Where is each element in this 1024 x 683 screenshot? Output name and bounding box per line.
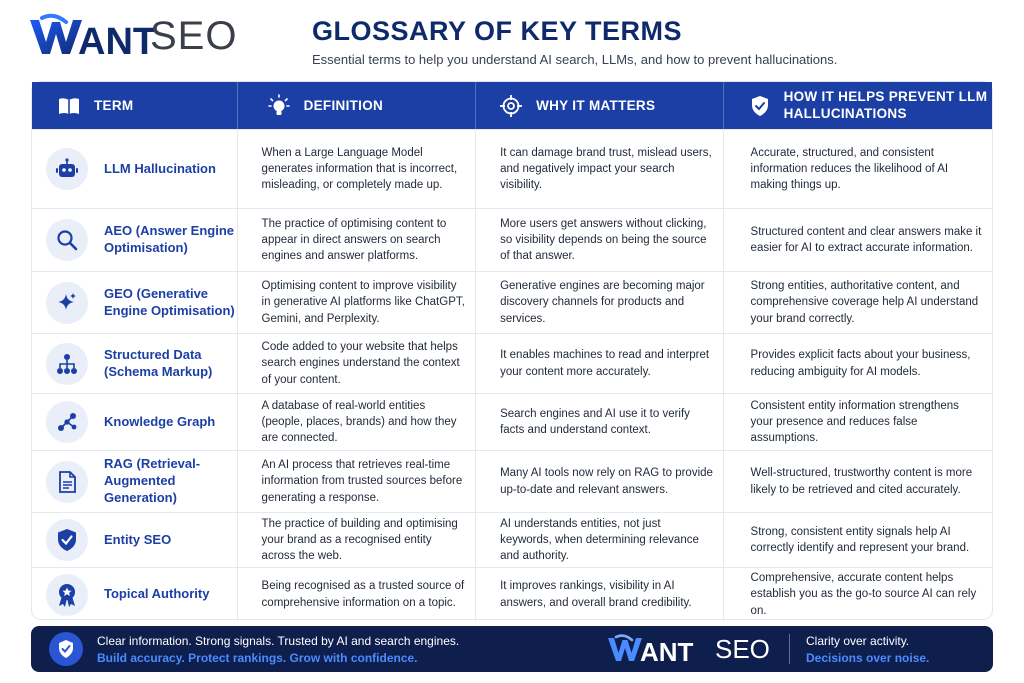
how-cell: Strong entities, authoritative content, and comprehensive coverage help AI understand your brand correctly.: [750, 280, 979, 325]
award-ribbon-icon: [46, 574, 88, 616]
svg-text:ANT: ANT: [640, 637, 694, 667]
term-cell: [32, 130, 238, 208]
column-label: TERM: [94, 98, 134, 113]
term-cell: [32, 334, 238, 393]
table-header: [32, 82, 992, 129]
term-name: Topical Authority: [104, 586, 210, 602]
how-cell: Provides explicit facts about your business, reducing ambiguity for AI models.: [750, 349, 971, 378]
how-cell: Accurate, structured, and consistent information reduces the likelihood of AI making things up.: [750, 146, 949, 192]
footer-statement: Clear information. Strong signals. Trusted by AI and search engines.: [97, 634, 460, 648]
term-name: GEO (Generative Engine Optimisation): [104, 285, 235, 318]
sparkle-icon: [46, 282, 88, 324]
svg-text:ANT: ANT: [78, 21, 157, 63]
logo-suffix: SEO: [715, 634, 770, 664]
why-cell: Search engines and AI use it to verify facts and understand context.: [476, 394, 723, 450]
document-icon: [46, 461, 88, 503]
how-cell: Well-structured, trustworthy content is more likely to be retrieved and cited accurately.: [750, 467, 973, 496]
term-name: RAG (Retrieval-Augmented Generation): [104, 456, 201, 505]
brand-logo: [28, 12, 238, 63]
table-row: [32, 271, 992, 333]
table-row: [32, 512, 992, 567]
how-cell: Strong, consistent entity signals help AI correctly identify and represent your brand.: [750, 525, 970, 554]
definition-cell: When a Large Language Model generates information that is incorrect, misleading, or completely made up.: [238, 130, 477, 208]
hierarchy-icon: [46, 343, 88, 385]
column-header-definition: [238, 82, 477, 129]
table-row: [32, 333, 992, 393]
why-cell: It improves rankings, visibility in AI answers, and overall brand credibility.: [476, 568, 723, 621]
why-cell: Generative engines are becoming major discovery channels for products and services.: [476, 272, 723, 333]
table-row: [32, 393, 992, 450]
column-label: DEFINITION: [303, 98, 384, 113]
why-cell: It enables machines to read and interpret your content more accurately.: [476, 334, 723, 393]
want-logo-mark: [607, 635, 711, 667]
graph-nodes-icon: [46, 401, 88, 443]
term-cell: [32, 394, 238, 450]
logo-suffix: SEO: [150, 14, 238, 58]
term-cell: [32, 451, 238, 512]
table-row: [32, 208, 992, 271]
definition-cell: A database of real-world entities (people, places, brands) and how they are connected.: [238, 394, 477, 450]
column-label: HOW IT HELPS PREVENT LLM HALLUCINATIONS: [783, 88, 988, 121]
shield-check-icon: [49, 632, 83, 666]
definition-cell: The practice of optimising content to appear in direct answers on search engines and answer platforms.: [238, 209, 477, 271]
book-icon: [58, 95, 80, 117]
definition-cell: Optimising content to improve visibility in generative AI platforms like ChatGPT, Gemini, and Perplexity.: [238, 272, 477, 333]
term-cell: [32, 513, 238, 567]
robot-icon: [46, 148, 88, 190]
search-icon: [46, 219, 88, 261]
shield-check-icon: [750, 95, 770, 117]
table-row: [32, 567, 992, 621]
why-cell: More users get answers without clicking, so visibility depends on being the source of that answer.: [476, 209, 723, 271]
lightbulb-icon: [268, 95, 290, 117]
term-cell: [32, 568, 238, 621]
want-logo-mark: [28, 14, 157, 63]
how-cell: Structured content and clear answers make it easier for AI to extract accurate information.: [750, 225, 982, 254]
footer-motto-2: Decisions over noise.: [806, 651, 930, 665]
how-cell: Comprehensive, accurate content helps establish you as the go-to source AI can rely on.: [750, 572, 977, 617]
why-cell: It can damage brand trust, mislead users, and negatively impact your search visibility.: [476, 130, 723, 208]
term-name: Structured Data (Schema Markup): [104, 346, 213, 379]
glossary-table: [31, 81, 993, 620]
why-cell: Many AI tools now rely on RAG to provide up-to-date and relevant answers.: [476, 451, 723, 512]
how-cell: Consistent entity information strengthens your presence and reduces false assumptions.: [750, 399, 959, 445]
term-name: Entity SEO: [104, 531, 172, 547]
column-header-term: [32, 82, 238, 129]
term-cell: [32, 209, 238, 271]
column-header-why: [476, 82, 723, 129]
column-header-how: [724, 82, 992, 129]
table-row: [32, 450, 992, 512]
table-row: [32, 129, 992, 208]
definition-cell: The practice of building and optimising your brand as a recognised entity across the web.: [238, 513, 477, 567]
footer-tagline: Build accuracy. Protect rankings. Grow with confidence.: [97, 651, 418, 665]
target-icon: [500, 95, 522, 117]
definition-cell: Being recognised as a trusted source of comprehensive information on a topic.: [238, 568, 477, 621]
term-name: LLM Hallucination: [104, 160, 216, 176]
page-title: GLOSSARY OF KEY TERMS: [312, 16, 683, 46]
term-name: Knowledge Graph: [104, 413, 216, 429]
why-cell: AI understands entities, not just keywords, when determining relevance and authority.: [476, 513, 723, 567]
definition-cell: An AI process that retrieves real-time information from trusted sources before generating a response.: [238, 451, 477, 512]
column-label: WHY IT MATTERS: [536, 98, 656, 113]
term-cell: [32, 272, 238, 333]
shield-check-icon: [46, 519, 88, 561]
footer-motto-1: Clarity over activity.: [806, 634, 910, 648]
footer-logo: [607, 634, 770, 667]
page-subtitle: Essential terms to help you understand AI search, LLMs, and how to prevent hallucinations.: [312, 52, 838, 67]
term-name: AEO (Answer Engine Optimisation): [104, 223, 235, 255]
footer-divider: [789, 634, 790, 664]
definition-cell: Code added to your website that helps search engines understand the context of your content.: [238, 334, 477, 393]
footer-banner: [31, 626, 993, 672]
